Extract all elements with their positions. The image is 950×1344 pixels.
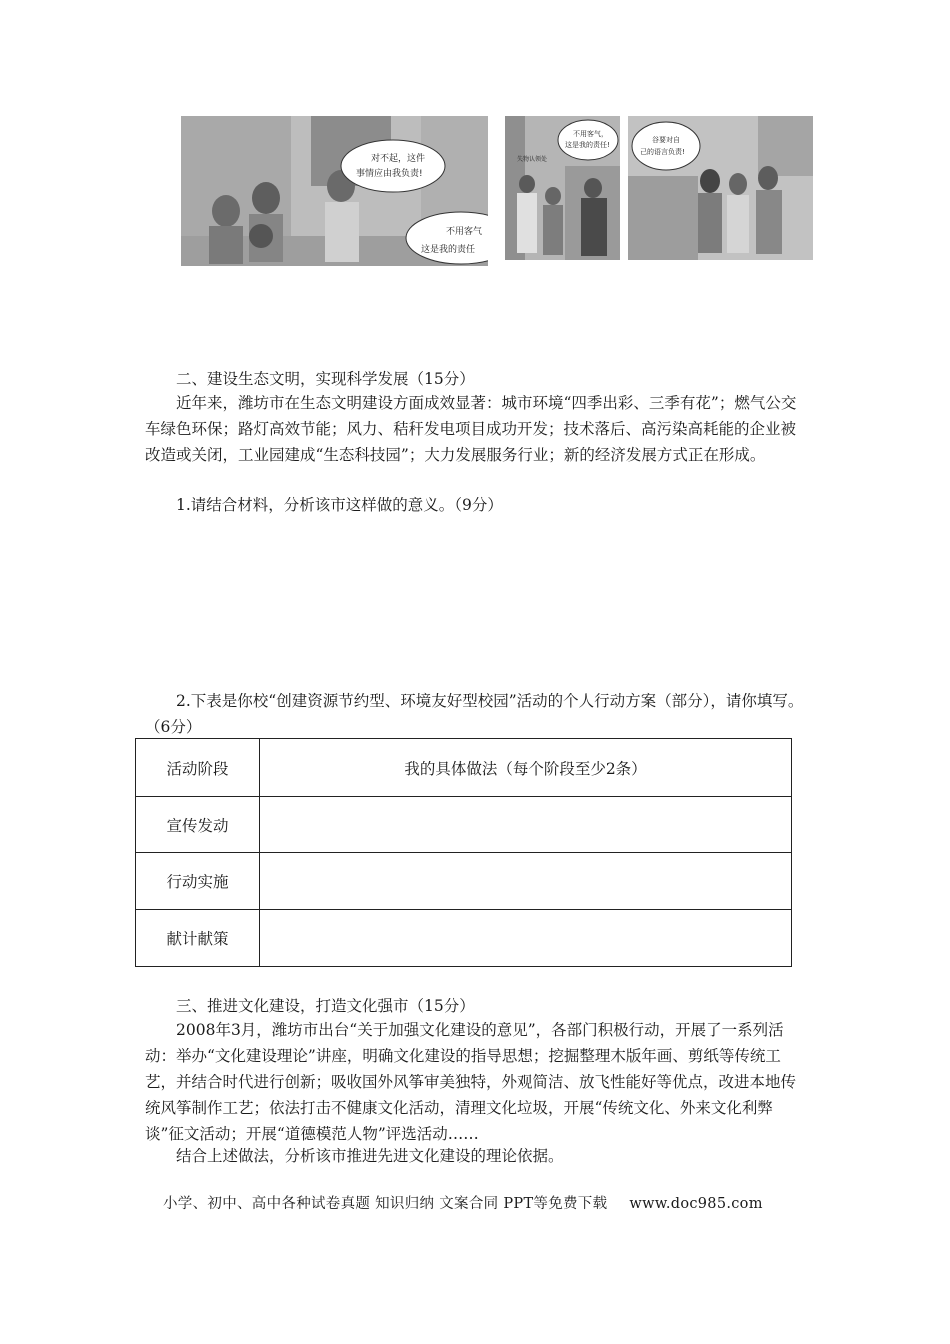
comic-2-bubble-a: 不用客气，: [573, 130, 608, 138]
table-row: [136, 853, 792, 910]
table-answer-cell[interactable]: [260, 910, 792, 967]
table-answer-cell[interactable]: [260, 797, 792, 853]
table-row: [136, 797, 792, 853]
section-3-material: 2008年3月，潍坊市出台“关于加强文化建设的意见”，各部门积极行动，开展了一系列活动：举办“文化建设理论”讲座，明确文化建设的指导思想；挖掘整理木版年画、剪纸等传统工艺，并结合时代进行创新；吸收国外风筝审美独特，外观简洁、放飞性能好等优点，改进本地传统风筝制作工艺；依法打击不健康文化活动，清理文化垃圾，开展“传统文化、外来文化利弊谈”征文活动；开展“道德模范人物”评选活动……: [145, 1021, 797, 1143]
comic-1-bubble-2a: 不用客气: [446, 227, 483, 237]
section-2-material: 近年来，潍坊市在生态文明建设方面成效显著：城市环境“四季出彩、三季有花”；燃气公交车绿色环保；路灯高效节能；风力、秸秆发电项目成功开发；技术落后、高污染高耗能的企业被改造或关闭，工业园建成“生态科技园”；大力发展服务行业；新的经济发展方式正在形成。: [145, 394, 797, 464]
comic-3-bubble-b: 己的语言负责!: [640, 148, 685, 156]
comic-3-bubble-a: 谷要对自: [652, 136, 680, 144]
table-header-stage: 活动阶段: [136, 739, 260, 797]
footer: [163, 1192, 763, 1213]
section-3-title: 三、推进文化建设，打造文化强市（15分）: [176, 997, 475, 1015]
section-2-title: 二、建设生态文明，实现科学发展（15分）: [176, 370, 475, 388]
table-row-label: 行动实施: [136, 853, 260, 910]
table-row-label: 献计献策: [136, 910, 260, 967]
table-row-label: 宣传发动: [136, 797, 260, 853]
table-header-actions: 我的具体做法（每个阶段至少2条）: [260, 739, 792, 797]
footer-text: 小学、初中、高中各种试卷真题 知识归纳 文案合同 PPT等免费下载: [163, 1196, 608, 1212]
section-3-question: 结合上述做法，分析该市推进先进文化建设的理论依据。: [176, 1147, 564, 1165]
action-plan-table: [135, 738, 792, 967]
table-answer-cell[interactable]: [260, 853, 792, 910]
comic-1-bubble-1a: 对不起，这件: [371, 154, 426, 164]
table-row: [136, 910, 792, 967]
table-header-row: [136, 739, 792, 797]
comic-2-sign: 失物认领处: [517, 156, 548, 163]
footer-url[interactable]: www.doc985.com: [629, 1196, 763, 1212]
comic-panel-1: [181, 116, 488, 266]
comic-panel-2: [505, 116, 620, 260]
comic-1-bubble-1b: 事情应由我负责!: [356, 169, 423, 179]
comic-panel-3: [628, 116, 813, 260]
section-2-question-1: 1.请结合材料，分析该市这样做的意义。（9分）: [176, 496, 503, 514]
comic-1-bubble-2b: 这是我的责任: [421, 245, 476, 255]
section-2-question-2: 2.下表是你校“创建资源节约型、环境友好型校园”活动的个人行动方案（部分），请你填写。（6分）: [145, 692, 804, 736]
comic-2-bubble-b: 这是我的责任!: [565, 141, 610, 149]
